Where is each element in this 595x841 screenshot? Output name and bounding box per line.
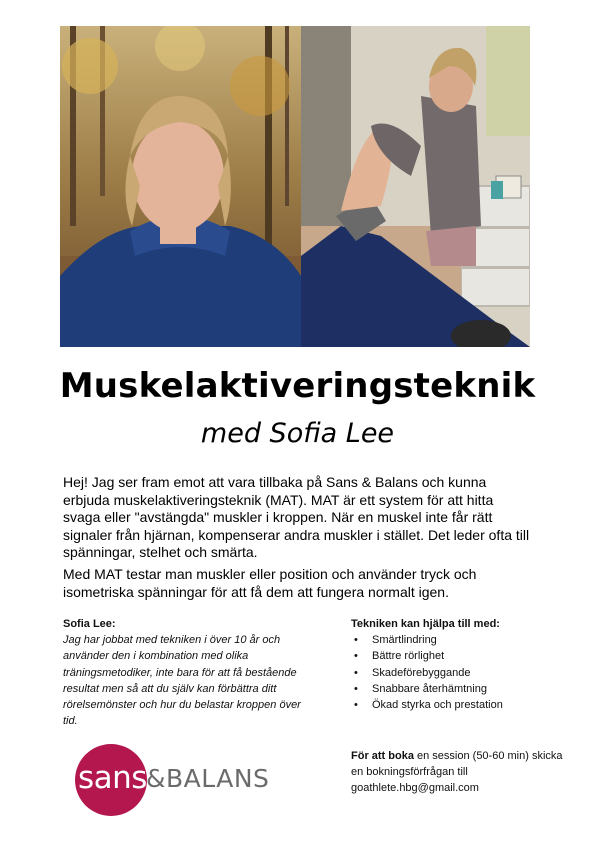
booking-heading: För att boka bbox=[351, 750, 414, 762]
benefit-item: • Smärtlindring bbox=[351, 632, 551, 648]
booking-text: en session (50-60 min) skicka en bokningsförfrågan till goathlete.hbg@gmail.com bbox=[351, 750, 563, 795]
benefits-list bbox=[351, 632, 551, 713]
sans-balans-logo bbox=[75, 744, 300, 818]
booking-info bbox=[351, 748, 566, 797]
page-subtitle: med Sofia Lee bbox=[200, 418, 395, 449]
page-title: Muskelaktiveringsteknik bbox=[59, 366, 536, 406]
benefits-section bbox=[351, 616, 551, 713]
logo-sans-text: sans bbox=[78, 760, 147, 796]
benefit-item: • Bättre rörlighet bbox=[351, 648, 551, 664]
benefit-item: • Snabbare återhämtning bbox=[351, 681, 551, 697]
portrait-photo bbox=[60, 26, 301, 347]
benefit-item: • Ökad styrka och prestation bbox=[351, 697, 551, 713]
benefits-heading: Tekniken kan hjälpa till med: bbox=[351, 618, 500, 630]
intro-paragraph: Med MAT testar man muskler eller position och använder tryck och isometriska spänningar för att få dem att fungera normalt igen. bbox=[63, 566, 477, 600]
logo-balans-text: &BALANS bbox=[146, 764, 270, 793]
benefit-item: • Skadeförebyggande bbox=[351, 665, 551, 681]
intro-paragraph: Hej! Jag ser fram emot att vara tillbaka på Sans & Balans och kunna erbjuda muskelaktiveringsteknik (MAT). MAT är ett system för att hitta svaga eller "avstängda" muskler i kroppen. När en muskel inte får rätt signaler från hjärnan, kompenserar andra muskler i stället. Det leder ofta till spänningar, stelhet och smärta. bbox=[63, 474, 530, 560]
treatment-photo bbox=[301, 26, 530, 347]
bio-text: Jag har jobbat med tekniken i över 10 år och använder den i kombination med olika träningsmetodiker, inte bara för att få bestående resultat men så att du själv kan förbättra ditt rörelsemönster och hur du belastar kroppen över tid. bbox=[63, 634, 301, 728]
bio-heading: Sofia Lee: bbox=[63, 618, 116, 630]
bio-section bbox=[63, 616, 303, 729]
